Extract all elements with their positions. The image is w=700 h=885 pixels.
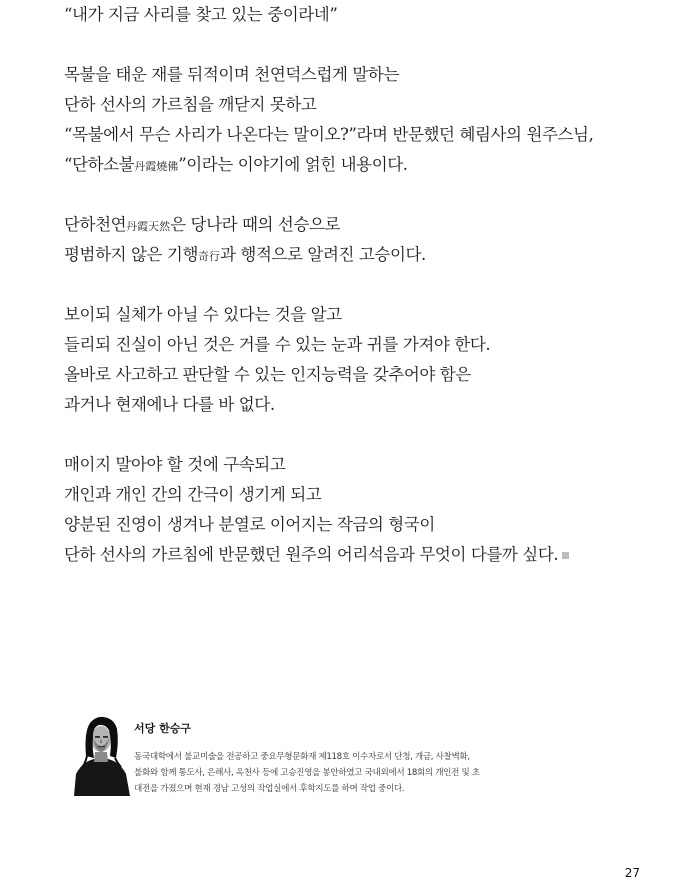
- end-mark-icon: [562, 552, 569, 559]
- text-line: “목불에서 무슨 사리가 나온다는 말이오?”라며 반문했던 혜림사의 원주스님,: [64, 125, 594, 144]
- author-name-block: [134, 722, 284, 744]
- text-line: 과거나 현재에나 다를 바 없다.: [64, 395, 275, 414]
- text-segment: 단하천연: [64, 215, 127, 234]
- bio-line: 불화와 함께 통도사, 은해사, 옥천사 등에 고승진영을 봉안하였고 국내외에서 18회의 개인전 및 초: [134, 768, 480, 778]
- text-line: [64, 540, 664, 570]
- stanza-1: [64, 0, 664, 30]
- text-line: 양분된 진영이 생겨나 분열로 이어지는 작금의 형국이: [64, 515, 435, 534]
- stanza-gap: [64, 270, 664, 300]
- stanza-gap: [64, 420, 664, 450]
- text-segment: “단하소불: [64, 155, 135, 174]
- stanza-gap: [64, 180, 664, 210]
- article-body: [64, 0, 664, 570]
- page-number: 27: [624, 866, 640, 880]
- author-profile: [72, 712, 592, 802]
- stanza-gap: [64, 30, 664, 60]
- text-line: 목불을 태운 재를 뒤적이며 천연덕스럽게 말하는: [64, 65, 400, 84]
- hanja-annotation: 奇行: [198, 250, 221, 263]
- text-segment: 평범하지 않은 기행: [64, 245, 199, 264]
- hanja-annotation: 丹霞天然: [126, 220, 171, 233]
- text-line: 개인과 개인 간의 간극이 생기게 되고: [64, 485, 322, 504]
- author-portrait: [72, 712, 130, 796]
- bio-line: 동국대학에서 불교미술을 전공하고 중요무형문화재 제118호 이수자로서 단청, 개금, 사찰벽화,: [134, 752, 470, 762]
- text-line: 단하 선사의 가르침을 깨닫지 못하고: [64, 95, 317, 114]
- text-segment: 은 당나라 때의 선승으로: [170, 215, 341, 234]
- author-bio: [134, 749, 604, 797]
- text-line: 올바로 사고하고 판단할 수 있는 인지능력을 갖추어야 함은: [64, 365, 471, 384]
- text-line: [64, 240, 664, 270]
- hanja-annotation: 丹霞燒佛: [134, 160, 179, 173]
- text-segment: ”이라는 이야기에 얽힌 내용이다.: [178, 155, 408, 174]
- stanza-3: [64, 210, 664, 270]
- author-name: 서당 한승구: [134, 722, 191, 735]
- text-line: 매이지 말아야 할 것에 구속되고: [64, 455, 286, 474]
- bio-line: 대전을 가졌으며 현재 경남 고성의 작업실에서 후학지도를 하며 작업 중이다.: [134, 784, 405, 794]
- stanza-4: [64, 300, 664, 420]
- text-line: 들리되 진실이 아닌 것은 거를 수 있는 눈과 귀를 가져야 한다.: [64, 335, 491, 354]
- text-line: [64, 210, 664, 240]
- text-segment: 단하 선사의 가르침에 반문했던 원주의 어리석음과 무엇이 다를까 싶다.: [64, 545, 559, 564]
- text-segment: 과 행적으로 알려진 고승이다.: [220, 245, 426, 264]
- stanza-5: [64, 450, 664, 570]
- text-line: [64, 150, 664, 180]
- text-line: 보이되 실체가 아닐 수 있다는 것을 알고: [64, 305, 342, 324]
- stanza-2: [64, 60, 664, 180]
- text-line: “내가 지금 사리를 찾고 있는 중이라네”: [64, 5, 338, 24]
